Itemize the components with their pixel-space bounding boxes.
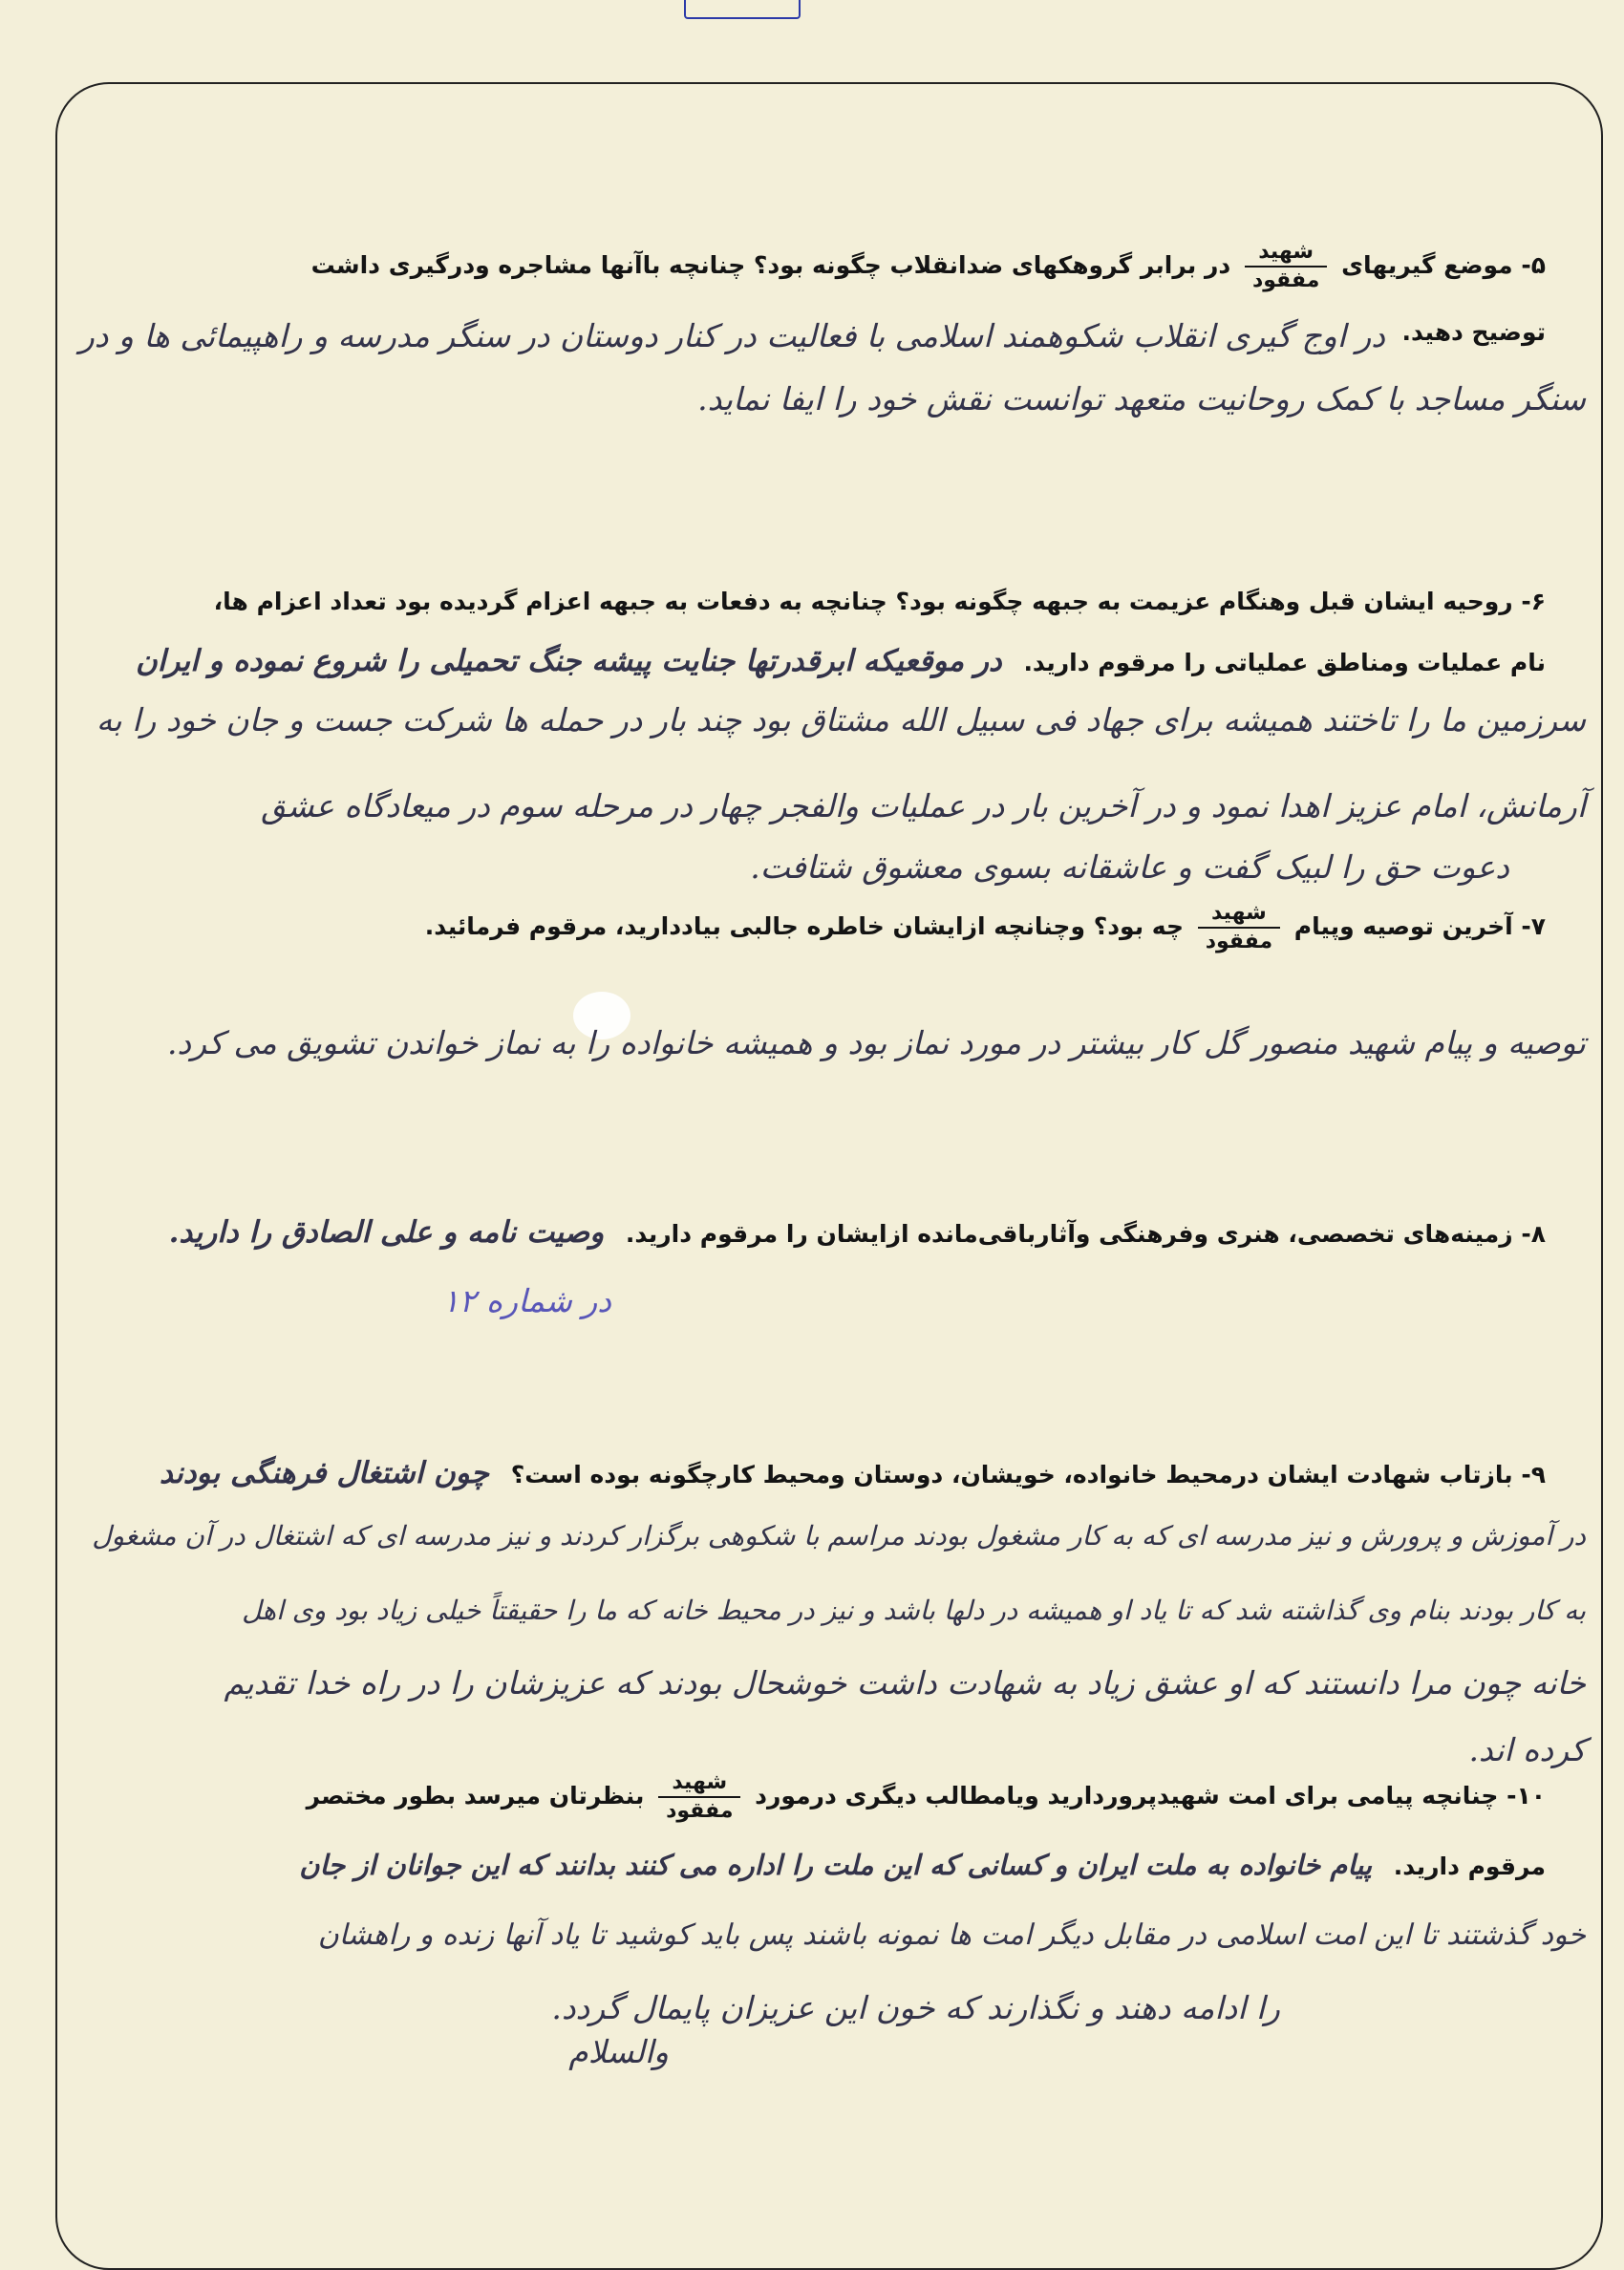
q9-answer-inline: چون اشتغال فرهنگی بودند	[159, 1456, 489, 1490]
q10-frac-bottom: مفقود	[658, 1796, 740, 1825]
q6-answer-inline: در موقعیکه ابرقدرتها جنایت پیشه جنگ تحمیلی را شروع نموده و ایران	[135, 644, 1002, 678]
q6-line1: ۶- روحیه ایشان قبل وهنگام عزیمت به جبهه چگونه بود؟ چنانچه به دفعات به جبهه اعزام گردیده بود تعداد اعزام ها،	[213, 588, 1546, 615]
q9-answer-line2: به کار بودند بنام وی گذاشته شد که تا یاد او همیشه در دلها باشد و نیز در محیط خانه که ما را حقیقتاً خیلی زیاد بود وی اهل	[242, 1595, 1586, 1626]
q6-line2-text: نام عملیات ومناطق عملیاتی را مرقوم دارید.	[1023, 649, 1546, 676]
q5-prefix: ۵- موضع گیریهای	[1341, 251, 1546, 279]
q6-answer-line3: دعوت حق را لبیک گفت و عاشقانه بسوی معشوق شتافت.	[750, 848, 1509, 886]
q6-line2	[55, 631, 1546, 692]
q5-answer-line1: در اوج گیری انقلاب شکوهمند اسلامی با فعالیت در کنار دوستان در سنگر مدرسه و راهپیمائی ها و در	[78, 317, 1385, 354]
q7-line1	[55, 898, 1546, 955]
q8-answer-inline: وصیت نامه و علی الصادق را دارید.	[168, 1215, 605, 1250]
q5-line2-text: توضیح دهید.	[1401, 318, 1546, 346]
q7-prefix: ۷- آخرین توصیه وپیام	[1293, 912, 1546, 940]
q7-suffix: چه بود؟ وچنانچه ازایشان خاطره جالبی بیاددارید، مرقوم فرمائید.	[424, 912, 1184, 940]
q5-frac-bottom: مفقود	[1245, 266, 1327, 294]
q9-answer-line4: کرده اند.	[1468, 1731, 1586, 1768]
q10-suffix: بنظرتان میرسد بطور مختصر	[306, 1782, 645, 1810]
q5-line1	[55, 237, 1546, 294]
q9-line1-text: ۹- بازتاب شهادت ایشان درمحیط خانواده، خویشان، دوستان ومحیط کارچگونه بوده است؟	[510, 1461, 1546, 1488]
q6-answer-line2: آرمانش، امام عزیز اهدا نمود و در آخرین بار در عملیات والفجر چهار در مرحله سوم در میعادگاه عشق	[261, 787, 1586, 824]
q7-frac-top: شهید	[1210, 901, 1267, 925]
q7-fraction	[1198, 900, 1280, 955]
q10-fraction	[658, 1769, 740, 1825]
q8-answer-line1: در شماره ۱۲	[441, 1282, 611, 1319]
q5-answer-line2: سنگر مساجد با کمک روحانیت متعهد توانست نقش خود را ایفا نماید.	[697, 380, 1586, 418]
q10-prefix: ۱۰- چنانچه پیامی برای امت شهیدپروردارید ویامطالب دیگری درمورد	[755, 1782, 1546, 1810]
q10-frac-top: شهید	[672, 1770, 728, 1794]
q10-answer-line3: والسلام	[568, 2033, 669, 2070]
q8-line1	[55, 1202, 1546, 1263]
q5-frac-top: شهید	[1258, 240, 1314, 264]
q8-line1-text: ۸- زمینه‌های تخصصی، هنری وفرهنگی وآثارباقی‌مانده ازایشان را مرقوم دارید.	[625, 1220, 1546, 1248]
q10-line1	[55, 1767, 1546, 1825]
q5-suffix: در برابر گروهکهای ضدانقلاب چگونه بود؟ چنانچه باآنها مشاجره ودرگیری داشت	[310, 251, 1231, 279]
q9-line1	[55, 1443, 1546, 1504]
q10-line2-text: مرقوم دارید.	[1393, 1852, 1546, 1880]
q10-answer-line1: خود گذشتند تا این امت اسلامی در مقابل دیگر امت ها نمونه باشند پس باید کوشید تا یاد آنها زنده و راهشان	[317, 1918, 1586, 1952]
q10-answer-inline: پیام خانواده به ملت ایران و کسانی که این ملت را اداره می کنند بدانند که این جوانان از جان	[299, 1849, 1373, 1881]
q5-fraction	[1245, 239, 1327, 294]
q9-answer-line3: خانه چون مرا دانستند که او عشق زیاد به شهادت داشت خوشحال بودند که عزیزشان را در راه خدا تقدیم	[224, 1664, 1586, 1702]
q7-answer-line1: توصیه و پیام شهید منصور گل کار بیشتر در مورد نماز بود و همیشه خانواده را به نماز خواندن تشویق می کرد.	[166, 1024, 1586, 1061]
q9-answer-line1: در آموزش و پرورش و نیز مدرسه ای که به کار مشغول بودند مراسم با شکوهی برگزار کردند و نیز مدرسه ای که اشتغال در آن مشغول	[92, 1520, 1586, 1552]
q10-line2	[55, 1834, 1546, 1895]
q10-answer-line2: را ادامه دهند و نگذارند که خون این عزیزان پایمال گردد.	[551, 1989, 1280, 2026]
q7-frac-bottom: مفقود	[1198, 927, 1280, 955]
q6-answer-line1: سرزمین ما را تاختند همیشه برای جهاد فی سبیل الله مشتاق بود چند بار در حمله ها شرکت جست و جان خود را به	[96, 701, 1586, 739]
